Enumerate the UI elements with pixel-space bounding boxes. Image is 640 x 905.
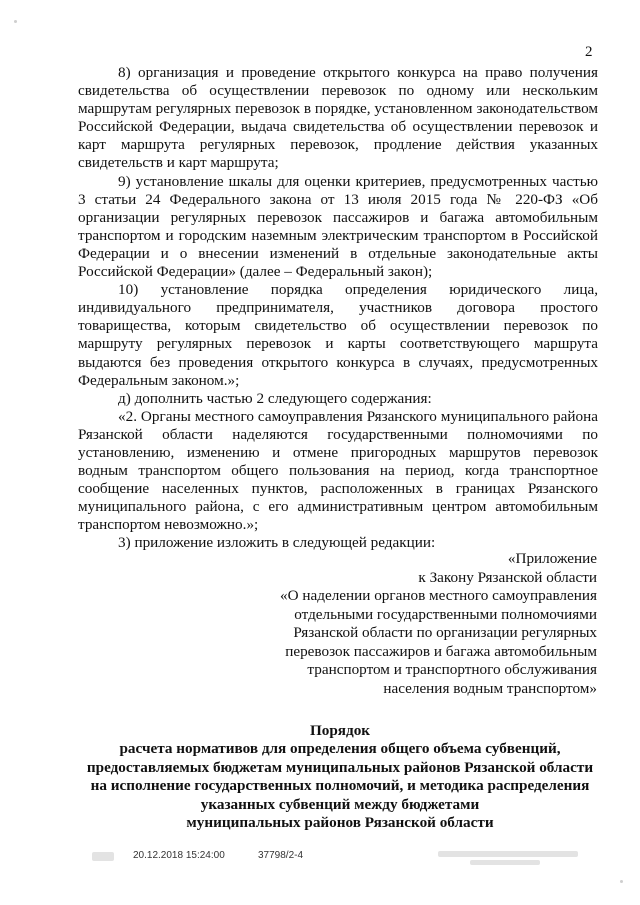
appendix-line: «О наделении органов местного самоуправления [280,587,597,604]
heading-line: предоставляемых бюджетам муниципальных районов Рязанской области [86,758,594,776]
appendix-line: к Закону Рязанской области [418,568,597,586]
appendix-header [270,550,597,698]
heading-line: расчета нормативов для определения общего объема субвенций, [119,740,561,758]
paragraph-item-10: 10) установление порядка определения юридического лица, индивидуального предпринимателя, участников договора простого товарищества, которым свидетельство об осуществлении перевозок по маршруту регулярных перевозок и карты соответствующего маршрута выдаются без проведения открытого конкурса в случаях, предусмотренных Федеральным законом.»; [78,281,598,389]
footer-doc-id: 37798/2-4 [258,850,304,861]
appendix-line: перевозок пассажиров и багажа автомобильным [285,642,597,660]
footer [0,850,640,870]
paragraph-part-2: «2. Органы местного самоуправления Рязанского муниципального района Рязанской области наделяются государственными полномочиями по установлению, изменению и отмене пригородных маршрутов перевозок водным транспортом общего пользования на период, когда транспортное сообщение населенных пунктов, расположенных в границах Рязанского муниципального района, с его административным центром автомобильным транспортом невозможно.»; [78,407,598,534]
scan-speck [14,20,17,23]
appendix-line: отдельными государственными полномочиями [294,605,597,623]
scan-smudge [92,852,114,861]
appendix-line: «Приложение [507,550,597,567]
section-heading [70,722,610,832]
paragraph-item-8: 8) организация и проведение открытого конкурса на право получения свидетельства об осуществлении перевозок по одному или нескольким маршрутам регулярных перевозок в порядке, установленном законодательством Российской Федерации, выдача свидетельства об осуществлении перевозок и карт маршрута регулярных перевозок, продление действия указанных свидетельств и карт маршрута; [78,64,598,172]
page-number: 2 [585,44,593,60]
heading-line: муниципальных районов Рязанской области [186,814,494,832]
appendix-line: Рязанской области по организации регулярных [293,624,597,641]
scan-smudge [470,860,540,865]
paragraph-amendment-d: д) дополнить частью 2 следующего содержания: [118,389,432,407]
heading-line: Порядок [309,722,371,739]
paragraph-item-9: 9) установление шкалы для оценки критериев, предусмотренных частью 3 статьи 24 Федерального закона от 13 июля 2015 года № 220-ФЗ «Об организации регулярных перевозок пассажиров и багажа автомобильным транспортом и городским наземным электрическим транспортом в Российской Федерации и о внесении изменений в отдельные законодательные акты Российской Федерации» (далее – Федеральный закон); [78,172,598,281]
scan-speck [620,880,623,883]
scan-smudge [438,851,578,857]
appendix-line: транспортом и транспортного обслуживания [307,661,597,678]
heading-line: указанных субвенций между бюджетами [200,795,480,813]
footer-timestamp: 20.12.2018 15:24:00 [133,850,225,861]
document-body [78,64,598,553]
heading-line: на исполнение государственных полномочий, и методика распределения [90,777,590,795]
appendix-line: населения водным транспортом» [383,679,597,697]
paragraph-amendment-3: 3) приложение изложить в следующей редакции: [118,534,436,552]
